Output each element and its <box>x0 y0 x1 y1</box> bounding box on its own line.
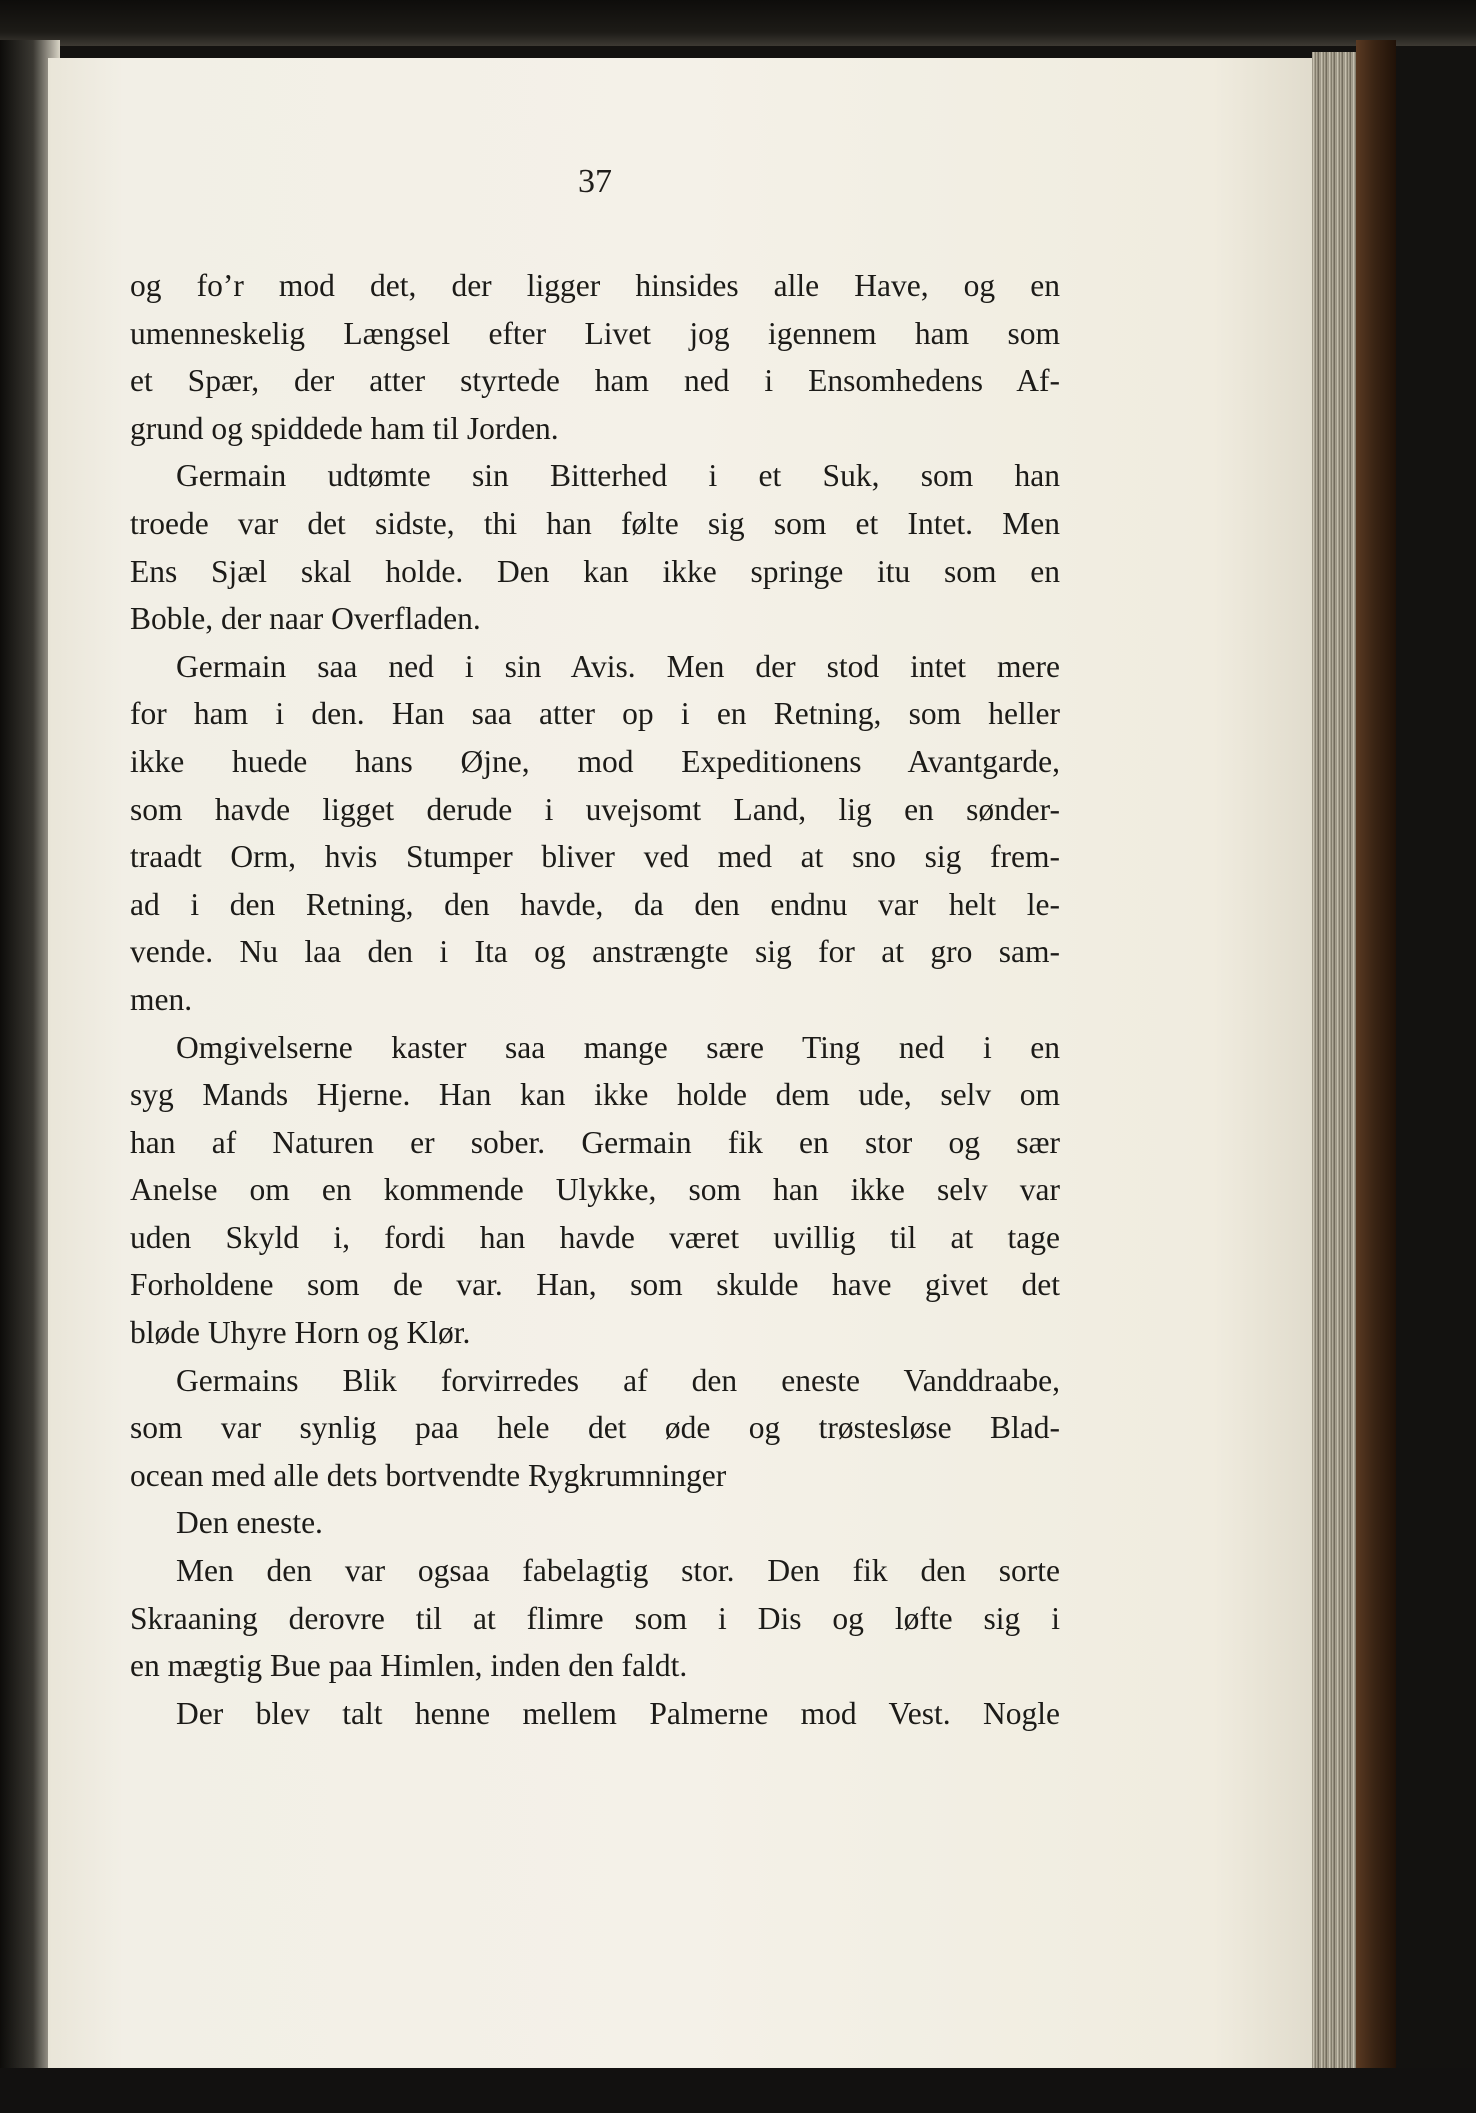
text-line: vende. Nu laa den i Ita og anstrængte sig for at gro sam- <box>130 934 1060 970</box>
text-line: grund og spiddede ham til Jorden. <box>130 410 559 446</box>
text-line: og fo’r mod det, der ligger hinsides alle Have, og en <box>130 268 1060 303</box>
text-line: som var synlig paa hele det øde og trøstesløse Blad- <box>130 1410 1060 1446</box>
text-line: Germain saa ned i sin Avis. Men der stod intet mere <box>176 648 1060 684</box>
text-line: Den eneste. <box>176 1505 323 1541</box>
text-line: Germain udtømte sin Bitterhed i et Suk, som han <box>176 458 1060 494</box>
text-line: Germains Blik forvirredes af den eneste Vanddraabe, <box>176 1362 1060 1398</box>
text-line: men. <box>130 981 193 1017</box>
page-edges-stack <box>1312 52 1358 2072</box>
text-line: Ens Sjæl skal holde. Den kan ikke springe itu som en <box>130 553 1060 589</box>
text-line: traadt Orm, hvis Stumper bliver ved med at sno sig frem- <box>130 839 1060 875</box>
text-line: Omgivelserne kaster saa mange sære Ting ned i en <box>176 1029 1060 1065</box>
text-line: syg Mands Hjerne. Han kan ikke holde dem ude, selv om <box>130 1077 1060 1113</box>
scanner-bottom-background <box>0 2068 1476 2113</box>
text-line: han af Naturen er sober. Germain fik en stor og sær <box>130 1124 1060 1160</box>
page-number: 37 <box>578 163 612 200</box>
text-line: ad i den Retning, den havde, da den endnu var helt le- <box>130 886 1060 922</box>
body-text <box>130 262 1060 1737</box>
text-line: et Spær, der atter styrtede ham ned i Ensomhedens Af- <box>130 363 1060 399</box>
text-line: Forholdene som de var. Han, som skulde have givet det <box>130 1267 1060 1303</box>
text-line: Der blev talt henne mellem Palmerne mod Vest. Nogle <box>176 1695 1060 1731</box>
text-line: for ham i den. Han saa atter op i en Retning, som heller <box>130 696 1060 732</box>
text-line: en mægtig Bue paa Himlen, inden den faldt. <box>130 1648 688 1684</box>
text-line: Anelse om en kommende Ulykke, som han ikke selv var <box>130 1172 1060 1208</box>
text-line: ocean med alle dets bortvendte Rygkrumninger <box>130 1457 727 1493</box>
text-line: som havde ligget derude i uvejsomt Land, lig en sønder- <box>130 791 1060 827</box>
text-line: Boble, der naar Overfladen. <box>130 601 481 637</box>
scanner-top-background <box>0 0 1476 46</box>
text-line: bløde Uhyre Horn og Klør. <box>130 1315 471 1351</box>
text-line: ikke huede hans Øjne, mod Expeditionens Avantgarde, <box>130 743 1060 779</box>
text-line: uden Skyld i, fordi han havde været uvillig til at tage <box>130 1219 1060 1255</box>
text-line: Skraaning derovre til at flimre som i Dis og løfte sig i <box>130 1600 1060 1636</box>
text-line: troede var det sidste, thi han følte sig som et Intet. Men <box>130 505 1060 541</box>
text-line: Men den var ogsaa fabelagtig stor. Den fik den sorte <box>176 1553 1060 1589</box>
text-line: umenneskelig Længsel efter Livet jog igennem ham som <box>130 315 1060 351</box>
leather-cover-edge <box>1356 40 1396 2080</box>
